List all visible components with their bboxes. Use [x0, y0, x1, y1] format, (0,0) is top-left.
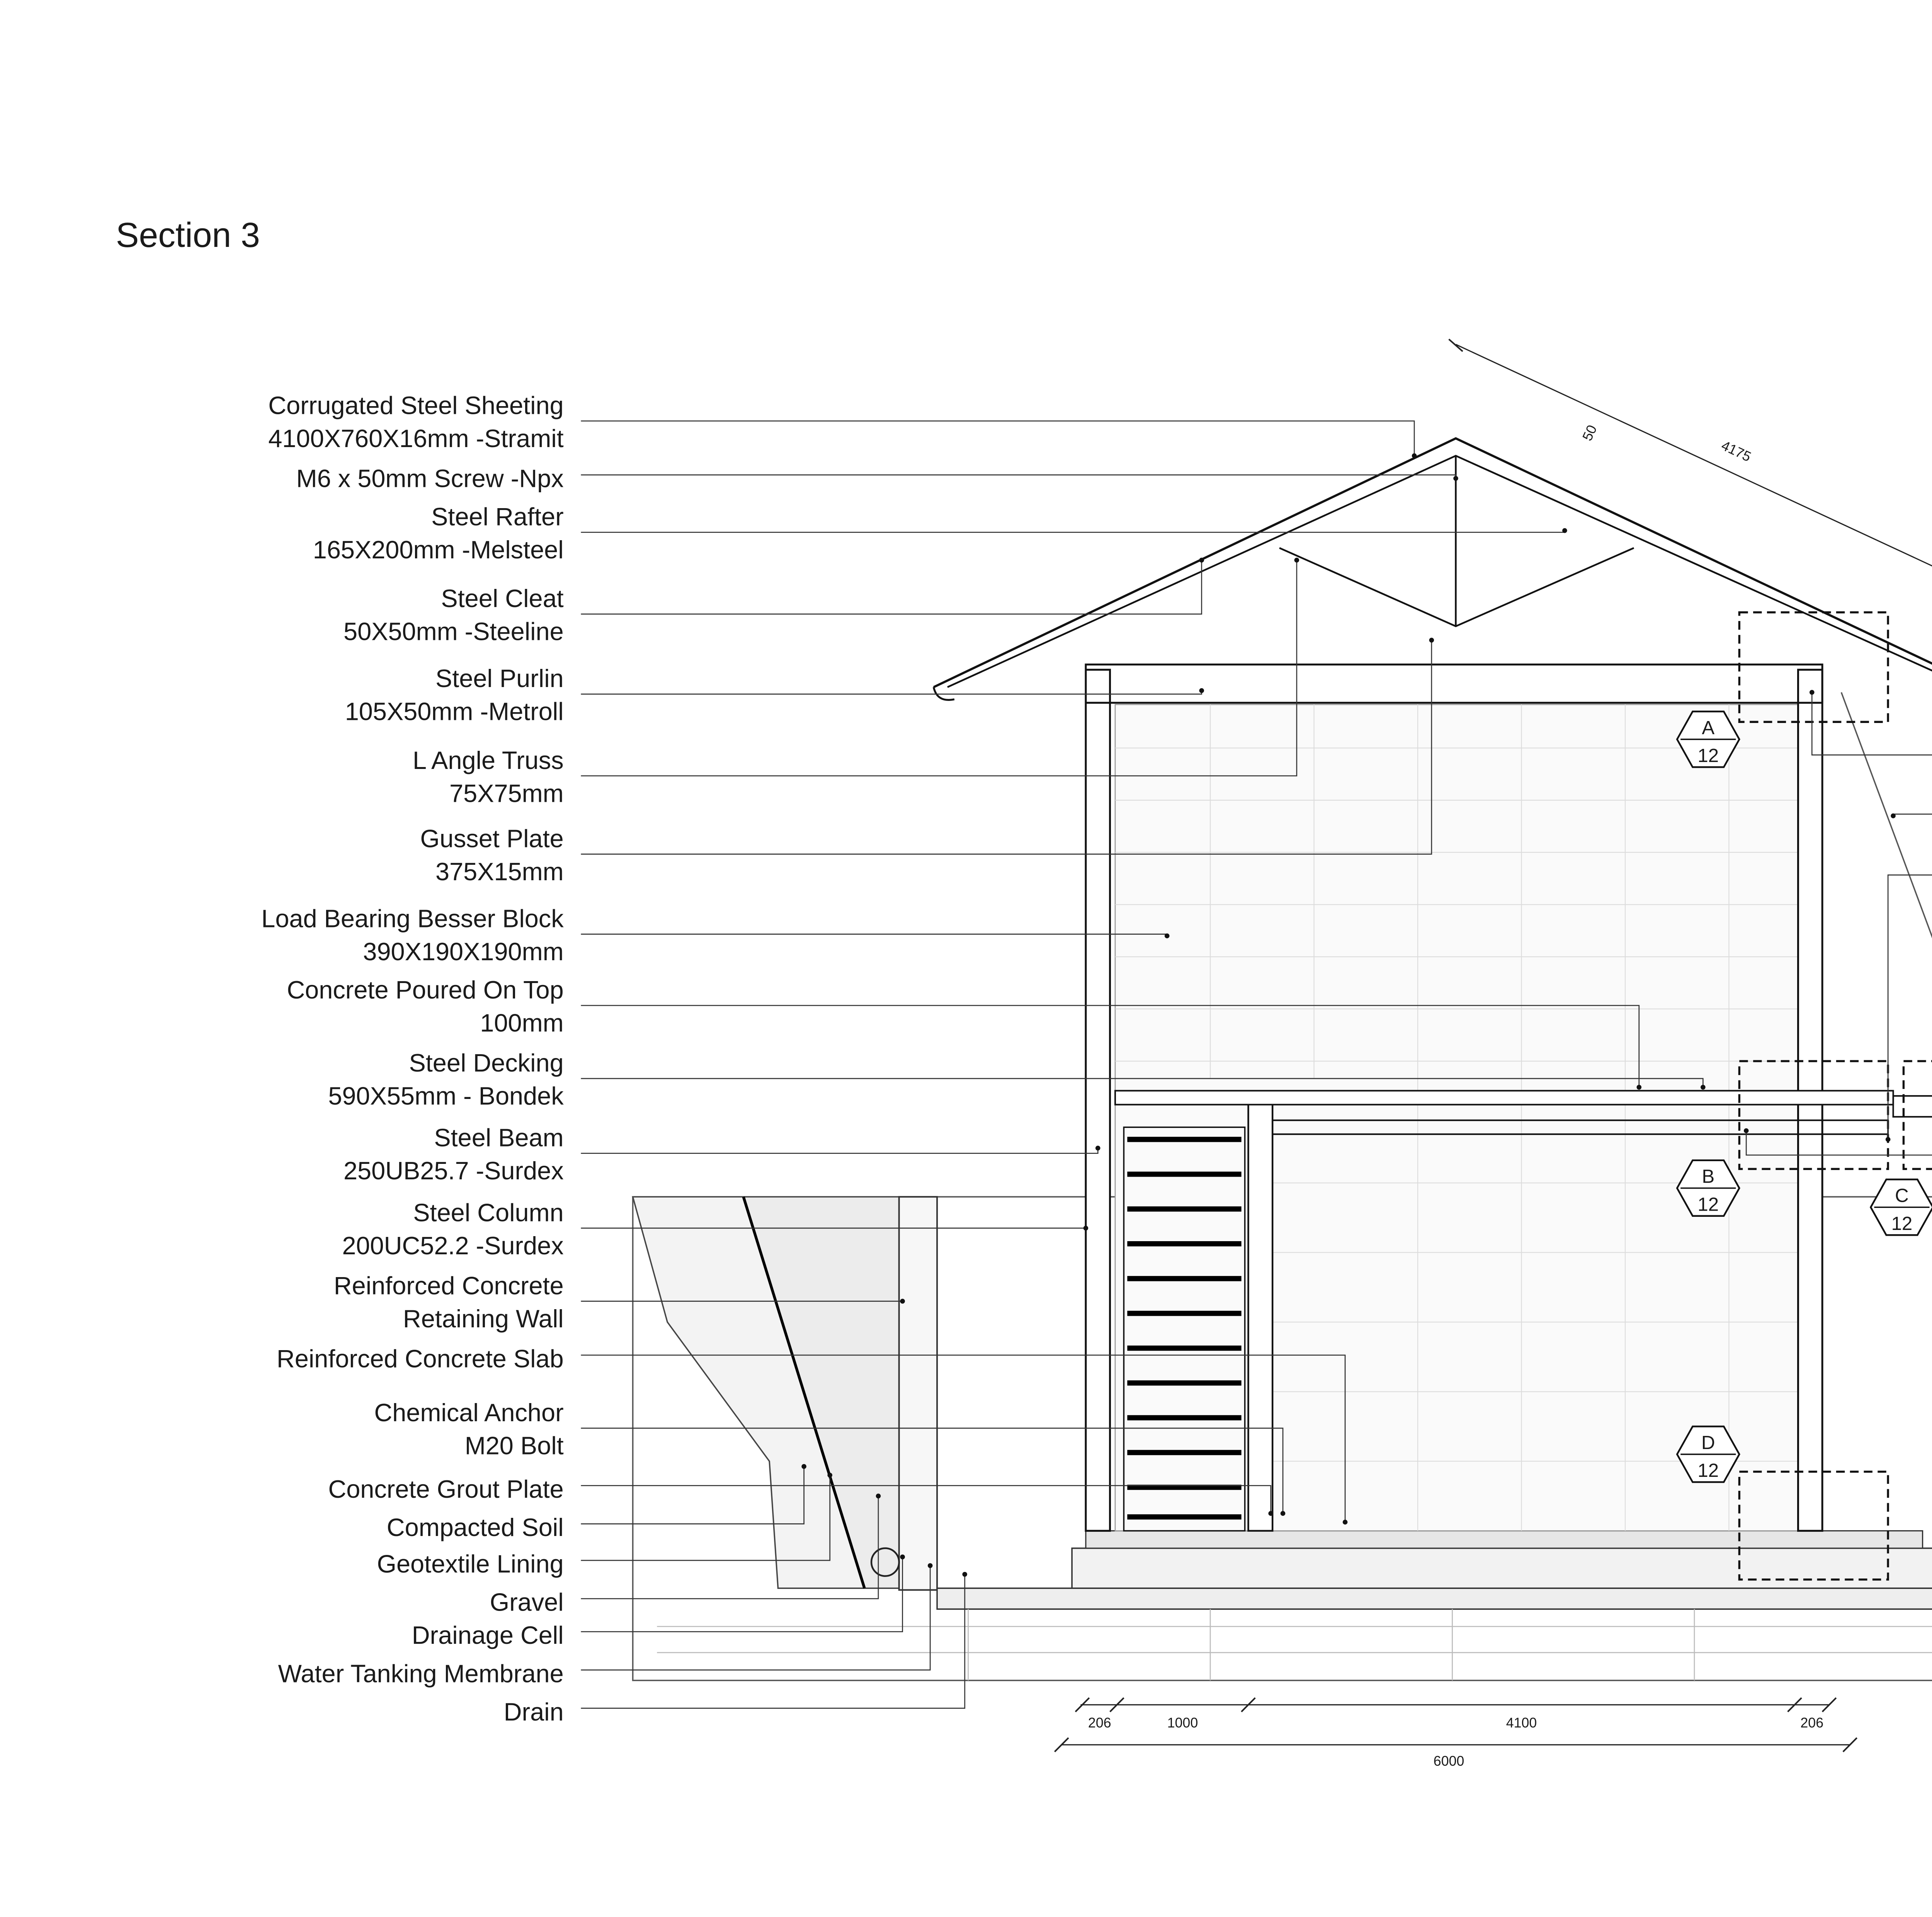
label-left-5-line2: 75X75mm	[449, 779, 564, 808]
column-left	[1086, 670, 1110, 1531]
tension-cable	[1841, 692, 1932, 1065]
leader-right-arrow-2	[1810, 690, 1815, 695]
dim-roof-length: 4175	[1719, 437, 1753, 465]
floor-decking	[1115, 1091, 1893, 1105]
reinforced-concrete-slab	[1072, 1548, 1932, 1589]
label-left-8-line2: 100mm	[480, 1009, 564, 1037]
besser-block-wall	[1115, 704, 1798, 1531]
top-beam	[1086, 665, 1822, 703]
detail-tag-sheet-c: 12	[1891, 1213, 1913, 1234]
leader-left-0	[581, 421, 1414, 456]
grout-plate	[1086, 1531, 1923, 1548]
label-left-2-line1: Steel Rafter	[431, 502, 564, 531]
leader-left-arrow-0	[1412, 453, 1417, 458]
label-left-12-line2: Retaining Wall	[403, 1304, 564, 1333]
column-mid	[1248, 1092, 1273, 1531]
hdim-label-1: 1000	[1167, 1715, 1198, 1731]
leader-left-7	[581, 934, 1167, 936]
detail-tag-sheet-d: 12	[1697, 1459, 1719, 1482]
cantilever-beam	[1893, 1096, 1932, 1117]
roof-sheeting	[934, 438, 1932, 687]
label-left-0-line1: Corrugated Steel Sheeting	[268, 391, 564, 420]
annotations-left	[261, 391, 564, 1726]
leader-left-21	[581, 1574, 964, 1708]
leader-right-4	[1888, 875, 1932, 1139]
label-left-17-line1: Geotextile Lining	[377, 1550, 564, 1578]
hdim-label-0: 206	[1088, 1715, 1111, 1731]
leader-left-arrow-10	[1095, 1146, 1100, 1151]
leader-left-arrow-20	[928, 1563, 933, 1568]
leader-left-arrow-5	[1294, 558, 1299, 563]
leader-left-arrow-6	[1429, 638, 1434, 643]
leader-left-arrow-7	[1165, 934, 1170, 939]
label-left-11-line1: Steel Column	[413, 1198, 564, 1227]
label-left-8-line1: Concrete Poured On Top	[287, 975, 564, 1004]
label-left-10-line1: Steel Beam	[434, 1123, 564, 1152]
leader-left-arrow-14	[1281, 1511, 1286, 1516]
leader-left-3	[581, 560, 1201, 614]
detail-tag-letter-a: A	[1702, 717, 1715, 738]
label-left-7-line2: 390X190X190mm	[363, 937, 564, 966]
gutter-left	[934, 687, 954, 700]
leader-left-arrow-2	[1562, 528, 1567, 533]
leader-right-2	[1812, 692, 1932, 755]
label-left-20-line1: Water Tanking Membrane	[278, 1659, 564, 1688]
label-left-3-line1: Steel Cleat	[441, 584, 564, 613]
label-left-6-line1: Gusset Plate	[420, 824, 564, 853]
leader-left-arrow-9	[1701, 1085, 1706, 1090]
label-left-10-line2: 250UB25.7 -Surdex	[343, 1157, 564, 1185]
label-left-9-line2: 590X55mm - Bondek	[328, 1082, 564, 1110]
detail-tag-sheet-b: 12	[1697, 1194, 1719, 1215]
label-left-7-line1: Load Bearing Besser Block	[261, 904, 564, 933]
leader-right-arrow-4	[1886, 1137, 1891, 1142]
label-left-11-line2: 200UC52.2 -Surdex	[342, 1231, 564, 1260]
label-left-18-line1: Gravel	[490, 1588, 564, 1616]
leader-right-arrow-8	[1744, 1128, 1749, 1133]
leader-left-arrow-3	[1199, 558, 1204, 563]
label-left-3-line2: 50X50mm -Steeline	[344, 617, 564, 646]
detail-zone-c	[1903, 1061, 1932, 1169]
dim-roof-pitch: 50	[1579, 422, 1600, 443]
leader-left-1	[581, 475, 1456, 478]
label-left-12-line1: Reinforced Concrete	[333, 1271, 564, 1300]
leader-left-arrow-15	[1268, 1511, 1273, 1516]
retaining-wall-left	[899, 1197, 937, 1590]
label-left-13-line1: Reinforced Concrete Slab	[276, 1344, 564, 1373]
label-left-4-line1: Steel Purlin	[435, 664, 564, 693]
detail-tag-letter-b: B	[1702, 1166, 1715, 1187]
dim-total-width: 6000	[1433, 1753, 1464, 1769]
sheet-title: Section 3	[116, 216, 260, 255]
label-left-4-line2: 105X50mm -Metroll	[345, 697, 564, 726]
label-left-16-line1: Compacted Soil	[386, 1513, 564, 1542]
roof-rafter	[947, 456, 1932, 687]
label-left-0-line2: 4100X760X16mm -Stramit	[268, 424, 564, 453]
label-left-9-line1: Steel Decking	[409, 1048, 564, 1077]
leader-left-arrow-19	[900, 1555, 905, 1560]
leader-left-arrow-21	[963, 1572, 968, 1577]
leader-left-arrow-12	[900, 1299, 905, 1304]
detail-tag-letter-d: D	[1701, 1432, 1715, 1454]
label-left-1-line1: M6 x 50mm Screw -Npx	[296, 464, 564, 493]
label-left-14-line2: M20 Bolt	[464, 1431, 564, 1460]
leader-left-2	[581, 531, 1565, 532]
label-left-21-line1: Drain	[503, 1698, 564, 1726]
leader-left-arrow-13	[1343, 1520, 1348, 1525]
detail-tag-c	[1871, 1179, 1932, 1235]
leader-right-3	[1893, 814, 1932, 816]
label-left-5-line1: L Angle Truss	[413, 746, 564, 774]
leader-left-arrow-1	[1453, 476, 1458, 481]
l-angle-truss	[1279, 548, 1634, 626]
detail-tag-letter-c: C	[1895, 1185, 1909, 1206]
label-left-2-line2: 165X200mm -Melsteel	[313, 535, 564, 564]
base-slab	[937, 1588, 1932, 1609]
leader-left-arrow-8	[1637, 1085, 1642, 1090]
leader-left-10	[581, 1148, 1098, 1153]
block-wall	[1115, 704, 1798, 1531]
label-left-15-line1: Concrete Grout Plate	[328, 1475, 564, 1504]
hdim-label-2: 4100	[1506, 1715, 1537, 1731]
leader-left-arrow-17	[827, 1473, 832, 1478]
label-left-19-line1: Drainage Cell	[412, 1621, 564, 1650]
label-left-14-line1: Chemical Anchor	[374, 1398, 564, 1427]
leader-left-arrow-11	[1083, 1226, 1088, 1231]
leader-right-arrow-3	[1891, 813, 1896, 818]
detail-tag-sheet-a: 12	[1697, 745, 1719, 766]
label-left-6-line2: 375X15mm	[435, 857, 564, 886]
leader-left-arrow-16	[801, 1464, 806, 1469]
hdim-label-3: 206	[1800, 1715, 1824, 1731]
leader-left-arrow-18	[876, 1493, 881, 1499]
leader-left-arrow-4	[1199, 688, 1204, 693]
